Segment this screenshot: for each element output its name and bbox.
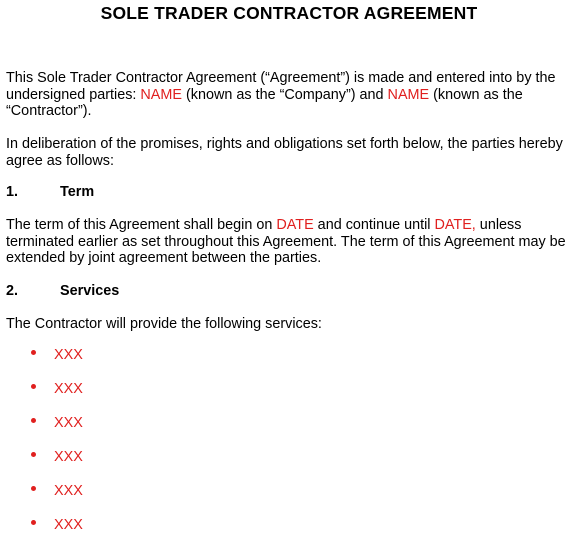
service-placeholder: XXX	[54, 517, 83, 533]
document-title: SOLE TRADER CONTRACTOR AGREEMENT	[100, 3, 478, 23]
term-text-1: The term of this Agreement shall begin on	[6, 217, 277, 233]
bullet-icon	[31, 384, 36, 389]
section-2-number: 2.	[6, 283, 19, 299]
end-date-placeholder: DATE,	[434, 217, 476, 233]
section-2-title: Services	[60, 283, 120, 299]
section-2-heading	[6, 283, 119, 300]
term-paragraph	[6, 217, 572, 267]
bullet-icon	[31, 452, 36, 457]
section-1-title: Term	[60, 184, 95, 200]
bullet-icon	[31, 418, 36, 423]
intro-text-3: (known as the “Contractor”).	[6, 86, 523, 119]
deliberation-paragraph: In deliberation of the promises, rights and obligations set forth below, the parties hereby agree as follows:	[6, 136, 563, 169]
intro-paragraph	[6, 70, 572, 120]
term-text-3: unless terminated earlier as set throughout this Agreement. The term of this Agreement may be extended by joint agreement between the parties.	[6, 217, 566, 266]
company-name-placeholder: NAME	[140, 86, 182, 103]
contractor-name-placeholder: NAME	[387, 86, 430, 103]
service-placeholder: XXX	[54, 483, 83, 499]
service-placeholder: XXX	[54, 449, 83, 465]
bullet-icon	[31, 486, 36, 491]
service-placeholder: XXX	[54, 381, 83, 397]
bullet-icon	[31, 350, 36, 355]
services-intro: The Contractor will provide the following services:	[6, 316, 322, 332]
section-1-heading	[6, 184, 94, 201]
bullet-icon	[31, 520, 36, 525]
service-placeholder: XXX	[54, 415, 83, 431]
start-date-placeholder: DATE	[276, 217, 314, 233]
term-text-2: and continue until	[313, 217, 435, 233]
section-1-number: 1.	[6, 184, 19, 200]
intro-text-1: This Sole Trader Contractor Agreement (“Agreement”) is made and entered into by the undersigned parties:	[6, 70, 556, 103]
intro-text-2: (known as the “Company”) and	[181, 86, 388, 103]
service-placeholder: XXX	[54, 347, 83, 363]
